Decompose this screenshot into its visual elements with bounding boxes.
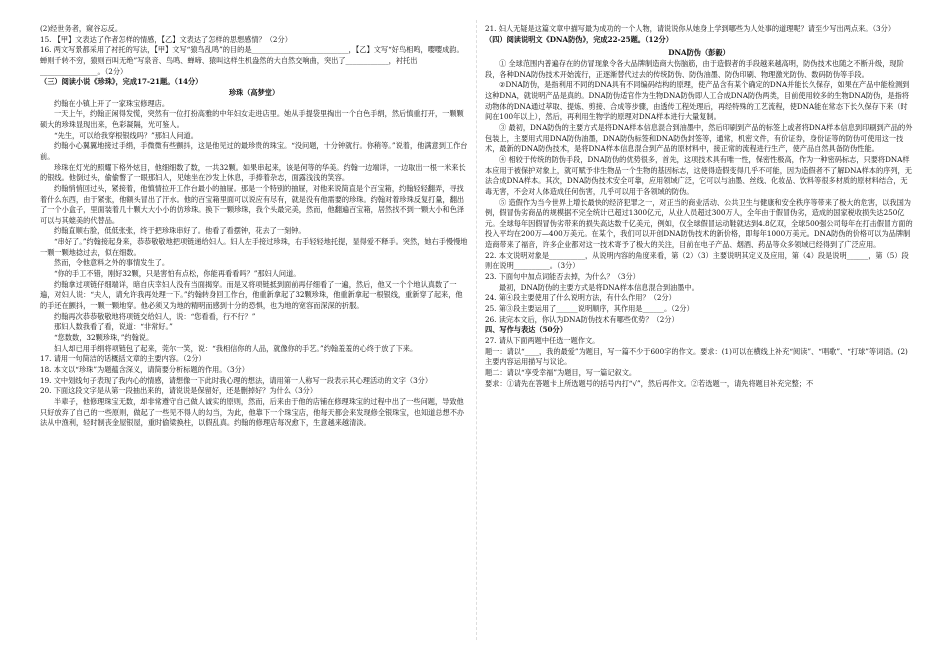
column-divider	[476, 20, 478, 640]
story-paragraph: 然而，令他意料之外的事情发生了。	[54, 258, 170, 268]
question-26: 26. 读完本文后，你认为DNA防伪技术有哪些优势？（2分）	[485, 314, 679, 324]
story-paragraph: 约翰拿过项链仔细端详，暗自庆幸妇人没有当面揭穿。而是又将项链抵到面前再仔细看了一遍，然后，他又一个个地认真数了一遍，对妇人说：“夫人，请允许我再处理一下。”约翰转身回工作台，他重新拿起了32颗珍珠，他重新拿起一根银线，重新穿了起来，他的手还在颤抖，一颗一颗地穿。他必须又为地的精明而感到十分的恐惧，也为地的宽容而深深的折服。	[40, 279, 463, 311]
story-paragraph: 约翰悄悄回过头，紧接着，他慎情拉开工作台最小的抽屉。那是一个特别的抽屉，对他来说简直是个百宝箱，约翰轻轻翻弄，寻找着什么东西，由于紧张，他额头冒出了汗水。他的百宝箱里面可以说应有尽有，就是没有他需要的珍珠。约翰对着珍珠反复打量，翻出了一个小盒子，里面装着几十颗大大小小的仿珍珠。换下一颗珍珠，我个头最完美，然而，他翻遍百宝箱，居然找不到一颗大小和色泽可以与其媲美的代替品。	[40, 183, 465, 225]
article-paragraph: ②DNA防伪，是指利用不同的DNA具有不同编码结构的原理，使产品含有某个确定的DNA并能长久保存，如果在产品中能检测到这种DNA，就说明产品是真的。DNA防伪适官作为生物DNA防伪即人工合成DNA防伪两类，目前使用较多的生物DNA防伪，是指将动物体的DNA通过萃取、提炼、剪接、合成等步骤，由透传工程处理后，再经特殊的工艺流程，使DNA能在常态下长久保存下来（时间在100年以上），然后，再利用生物学的原理对DNA样本进行大量复制。	[485, 80, 910, 122]
right-column	[485, 24, 913, 389]
story-paragraph: 约翰直顺右脸，低低张张，终于把珍珠串好了。他看了看摆钟，花去了一刻钟。	[54, 226, 306, 236]
essay-requirements: 要求：①请先在答题卡上所选题号的括号内打“√”，然后再作文。②若选题一，请先将题目补充完整；不	[485, 378, 814, 388]
question-27: 27. 请从下面两题中任选一题作文。	[485, 336, 600, 346]
story-paragraph: 妇人却已用手绢将项链包了起来，莞尔一笑，说：“我相信你的人品，就像你的手艺。”约翰羞羞的心终于放了下来。	[54, 343, 418, 353]
text-line: (2)经世务者，窥谷忘反。	[40, 24, 123, 33]
question-16: 16. 两文写景都采用了衬托的写法，【甲】文写“猿鸟乱鸣”的目的是___________________________，【乙】文写“好鸟相鸣，嘤嘤成韵。蝉则千转不穷，猿则百叫无绝”写泉音、鸟鸣、蝉啼、猿叫这样生机盎然的大自然交响曲，突出了____________，衬托出________________。（2分）	[40, 45, 464, 76]
story-paragraph: 约翰小心翼翼地接过手绢，手微微有些颤抖，这是他见过的最珍贵的珠宝。“没问题，十分钟就行。你稍等。”说着，他满意到工作台前。	[40, 141, 468, 161]
story-paragraph: 约翰在小镇上开了一家珠宝修理店。	[54, 98, 170, 108]
story-paragraph: 珍珠在灯光的照耀下格外炫目，他细细数了数，一共32颗。如果串起来，该是何等的华美。约翰一边端详，一边取出一根一米来长的银线。他倒过头，偷偷瞥了一眼那妇人，见她坐在沙发上休息，手捧着杂志，面露浅浅的笑容。	[40, 162, 466, 183]
question-24: 24. 第④段主要使用了什么说明方法，有什么作用？（2分）	[485, 293, 676, 303]
essay-option-1: 题一：请以“____，我的最爱”为题目，写一篇不少于600字的作文。要求：(1)可以在横线上补充“阅读”、“唱歌”、“打球”等词语。(2)主要内容运用描写与议论。	[485, 346, 908, 367]
story-paragraph: “您数数，32颗珍珠，”约翰说。	[54, 333, 154, 343]
story-title: 珍珠（高梦堂）	[228, 87, 280, 97]
story-paragraph: 约翰再次恭恭敬敬地将项链交给妇人，说：“您看看，行不行？”	[54, 311, 256, 321]
essay-option-2: 题二：请以“享受幸福”为题目，写一篇记叙文。	[485, 368, 637, 377]
question-19: 19. 文中划线句子表现了我内心的情感，请想像一下此时我心理的想法，请用第一人称写一段表示其心理活动的文字（3分）	[40, 375, 433, 385]
story-paragraph: “先生，可以给我穿根银线吗？”那妇人问道。	[54, 130, 198, 140]
question-17: 17. 请用一句简洁的话概括文章的主要内容。（2分）	[40, 354, 206, 364]
article-paragraph: ⑤ 造假作为当今世界上增长最快的经济犯罪之一，对正当的商业活动、公共卫生与健康和安全秩序等带来了极大的危害，以我国为例，假冒伪劣商品的规模据不完全统计已超过1300亿元，从业人员超过300万人，全年由于假冒伪劣，造成的国家税收损失达250亿元。全球每年因假冒伪劣带来的损失高达数千亿美元，例如，仅全球假冒运动鞋就达到4.8亿双，全球500强公司每年在打击假冒方面的投入平均在200万—400万美元。在某个，我们可以开创DNA防伪技术的新价格，即每年1000万美元。DNA防伪的价格可以为品牌制造商带来了福音，许多企业都对这一技术寄予了极大的关注，目前在电子产品、烟酒、药品等众多领域已经得到了广泛应用。	[485, 197, 913, 250]
article-title: DNA防伪（彭毅）	[668, 48, 730, 58]
question-18: 18. 本文以“珍珠”为题蕴含深义，请简要分析标题的作用。（3分）	[40, 365, 249, 374]
excerpt-paragraph: 半辈子，他修理珠宝无数，却非常遵守自己做人诚实的原则，然而，后来由于他的店铺在修理珠宝的过程中出了一些问题，导致他只好放弃了自己的一些原则，做起了一些见不得人的勾当，为此，他靠下一个珠宝店，他每天都会来发现修全银珠宝，也知道总想不办法从中渔利，轻时制丧金屋银屋，重时偷梁换柱，以假乱真。约翰的修理店每况愈下，生意越来越清淡。	[40, 396, 465, 428]
section-heading-3: （三）阅读小说《珍珠》，完成17-21题。（14分）	[40, 77, 203, 87]
story-paragraph: 那妇人数我看了看，说道：“非常好。”	[54, 322, 173, 332]
question-23: 23. 下面句中加点词能否去掉，为什么？（3分）	[485, 272, 640, 282]
question-20: 20. 下面这段文字是从第一段抽出来的，请说说是保留好，还是删掉好？为什么（3分）	[40, 386, 318, 396]
question-25: 25. 第③段主要运用了______说明顺序，其作用是______。（2分）	[485, 304, 694, 314]
section-heading-4: （四）阅读说明文《DNA防伪》，完成22-25题。（12分）	[485, 34, 673, 44]
article-paragraph: ③ 最初，DNA防伪的主要方式是将DNA样本信息混合到油墨中，然后印刷到产品的标签上或者将DNA样本信息到印刷到产品的外包装上，主要用式用DNA防伪油墨，DNA防伪标签和DNA防伪封签等，通常，机密文件，有价证券，身份证等的防伪可使用这一技术，最新的DNA防伪技术，是将DNA样本信息混合到产品的原材料中，接正常的流程进行生产，使产品自然具备防伪性能。	[485, 122, 913, 154]
question-15: 15. 【甲】文表达了作者怎样的情感，【乙】文表达了怎样的思想感情？（2分）	[40, 34, 292, 44]
story-paragraph: 一天上午，约翰正闲得发慌，突然有一位打扮高雅的中年妇女走进店里。她从手提袋里掏出一个白色手绢，然后慎重打开，一颗颗硕大的珍珠显现出来，色彩凝隔，光可鉴人。	[40, 109, 464, 129]
left-column	[40, 24, 468, 429]
article-paragraph: ① 全球范围内普遍存在的仿冒现象令各大品牌制造商大伤脑筋，由于造假者的手段越来越高明，防伪技术也随之不断升级，现阶段，各种DNA防伪技术开始流行，正逐渐替代过去的传统防伪、防伪油墨、防伪印刷、物理激光防伪、数码防伪等手段。	[485, 58, 904, 79]
question-23-sentence: 最初，DNA防伪的主要方式是将DNA样本信息混合到油墨中。	[499, 282, 699, 292]
question-22: 22. 本文说明对象是__________，从说明内容的角度来看，第（2）（3）主要说明其定义及应用，第（4）段是说明______，第（5）段则在说明__________。（3分）	[485, 250, 909, 271]
writing-section-heading: 四、写作与表达（50分）	[485, 325, 567, 335]
question-21: 21. 妇人无疑是这篇文章中描写最为成功的一个人物，请说说你从她身上学到哪些为人处事的道理呢？请至少写出两点来。（3分）	[485, 24, 896, 33]
article-paragraph: ④ 相较于传统的防伪手段，DNA防伪的优势很多，首先，这项技术具有唯一性，保密性极高，作为一种密码标志，只要将DNA样本应用于被保护对象上，就可赋予非生物品一个生物的基因标志，这使得造假变得几乎不可能，因为造假者不了解DNA样本的序列，无法合成DNA样本。其次，DNA防伪技术安全可靠，应用领域广泛，它可以与油墨、丝线、化妆品、饮料等很多材质的原材料结合，无毒无害，不会对人体造成任何伤害，几乎可以用于各领域的防伪。	[485, 154, 912, 196]
story-paragraph: “你的手工不错，刚好32颗，只是害怕有点松，你能再看看吗？”那妇人问道。	[54, 269, 301, 279]
story-paragraph: “串好了。”约翰接起身来，恭恭敬敬地把项链递给妇人。妇人左手接过珍珠，右手轻轻地托提，显得爱不释手。突然，她右手慢慢地一颗一颗地捻过去，似在细数。	[40, 237, 468, 257]
